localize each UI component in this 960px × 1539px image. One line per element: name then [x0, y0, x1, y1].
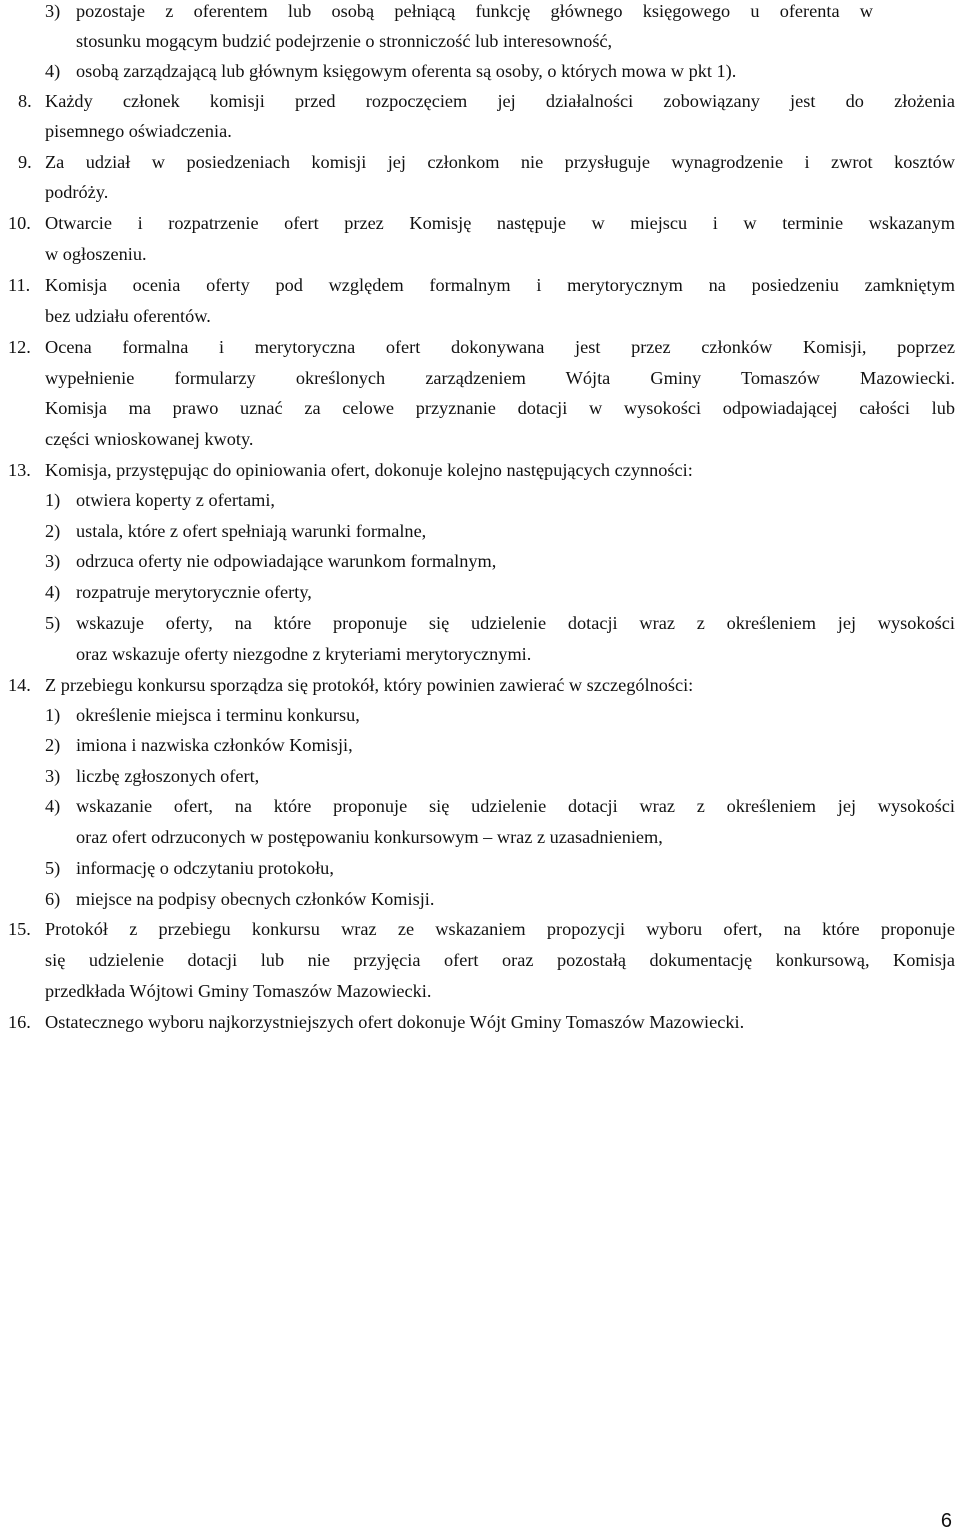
item-text: podróży. [45, 182, 109, 202]
subitem-number: 1) [45, 490, 61, 510]
subitem-number: 2) [45, 521, 61, 541]
item-number: 9. [18, 152, 32, 172]
item-text: części wnioskowanej kwoty. [45, 429, 254, 449]
subitem-number: 5) [45, 613, 61, 633]
item-number: 16. [8, 1012, 31, 1032]
item-text: w ogłoszeniu. [45, 244, 147, 264]
subitem-text: wskazuje oferty, na które proponuje się udzielenie dotacji wraz z określeniem jej wysokości [76, 613, 955, 633]
item-text: bez udziału oferentów. [45, 306, 211, 326]
subitem-text: ustala, które z ofert spełniają warunki formalne, [76, 521, 427, 541]
item-text: Za udział w posiedzeniach komisji jej członkom nie przysługuje wynagrodzenie i zwrot kosztów [45, 152, 955, 172]
item-text: osobą zarządzającą lub głównym księgowym oferenta są osoby, o których mowa w pkt 1). [76, 61, 737, 81]
subitem-number: 3) [45, 551, 61, 571]
item-number: 8. [18, 91, 32, 111]
subitem-number: 1) [45, 705, 61, 725]
subitem-text: określenie miejsca i terminu konkursu, [76, 705, 360, 725]
item-text: się udzielenie dotacji lub nie przyjęcia ofert oraz pozostałą dokumentację konkursową, Komisja [45, 950, 955, 970]
item-number: 15. [8, 919, 31, 939]
item-number: 13. [8, 460, 31, 480]
subitem-text: odrzuca oferty nie odpowiadające warunkom formalnym, [76, 551, 497, 571]
item-number: 3) [45, 1, 61, 21]
item-text: Każdy członek komisji przed rozpoczęciem jej działalności zobowiązany jest do złożenia [45, 91, 955, 111]
page-number: 6 [940, 1510, 952, 1532]
item-text: pozostaje z oferentem lub osobą pełniącą funkcję głównego księgowego u oferenta w [76, 1, 873, 21]
item-text: Protokół z przebiegu konkursu wraz ze wskazaniem propozycji wyboru ofert, na które proponuje [45, 919, 955, 939]
item-text: Komisja, przystępując do opiniowania ofert, dokonuje kolejno następujących czynności: [45, 460, 693, 480]
item-text: wypełnienie formularzy określonych zarządzeniem Wójta Gminy Tomaszów Mazowiecki. [45, 368, 955, 388]
subitem-number: 4) [45, 582, 61, 602]
subitem-text: rozpatruje merytorycznie oferty, [76, 582, 312, 602]
item-text: Komisja ma prawo uznać za celowe przyznanie dotacji w wysokości odpowiadającej całości lub [45, 398, 955, 418]
item-text: Komisja ocenia oferty pod względem formalnym i merytorycznym na posiedzeniu zamkniętym [45, 275, 955, 295]
item-text: Ocena formalna i merytoryczna ofert dokonywana jest przez członków Komisji, poprzez [45, 337, 955, 357]
subitem-text: imiona i nazwiska członków Komisji, [76, 735, 353, 755]
subitem-number: 3) [45, 766, 61, 786]
item-text: stosunku mogącym budzić podejrzenie o stronniczość lub interesowność, [76, 31, 613, 51]
subitem-number: 2) [45, 735, 61, 755]
subitem-text: oraz wskazuje oferty niezgodne z kryteriami merytorycznymi. [76, 644, 532, 664]
item-number: 4) [45, 61, 61, 81]
item-text: pisemnego oświadczenia. [45, 121, 232, 141]
subitem-number: 4) [45, 796, 61, 816]
subitem-number: 5) [45, 858, 61, 878]
item-text: Ostatecznego wyboru najkorzystniejszych ofert dokonuje Wójt Gminy Tomaszów Mazowiecki. [45, 1012, 745, 1032]
item-text: Otwarcie i rozpatrzenie ofert przez Komisję następuje w miejscu i w terminie wskazanym [45, 213, 955, 233]
subitem-number: 6) [45, 889, 61, 909]
item-text: Z przebiegu konkursu sporządza się protokół, który powinien zawierać w szczególności: [45, 675, 694, 695]
item-number: 10. [8, 213, 31, 233]
item-number: 11. [8, 275, 31, 295]
item-text: przedkłada Wójtowi Gminy Tomaszów Mazowiecki. [45, 981, 432, 1001]
item-number: 12. [8, 337, 31, 357]
subitem-text: otwiera koperty z ofertami, [76, 490, 275, 510]
subitem-text: oraz ofert odrzuconych w postępowaniu konkursowym – wraz z uzasadnieniem, [76, 827, 663, 847]
subitem-text: wskazanie ofert, na które proponuje się udzielenie dotacji wraz z określeniem jej wysokości [76, 796, 955, 816]
subitem-text: miejsce na podpisy obecnych członków Komisji. [76, 889, 435, 909]
subitem-text: informację o odczytaniu protokołu, [76, 858, 334, 878]
item-number: 14. [8, 675, 31, 695]
subitem-text: liczbę zgłoszonych ofert, [76, 766, 260, 786]
